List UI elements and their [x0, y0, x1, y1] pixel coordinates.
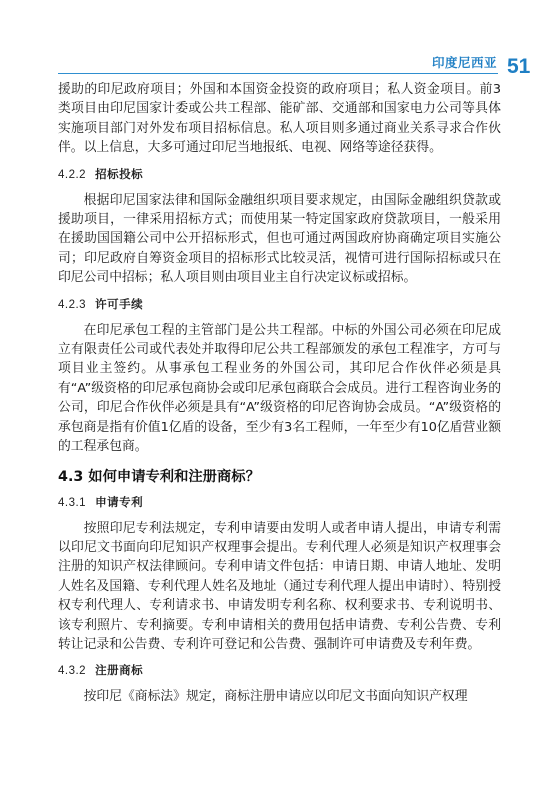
heading-number: 4.2.3: [58, 298, 87, 311]
paragraph-patent: 按照印尼专利法规定，专利申请要由发明人或者申请人提出，申请专利需以印尼文书面向印尼知识产权理事会提出。专利代理人必须是知识产权理事会注册的知识产权法律顾问。专利申请文件包括：申请日期、申请人地址、发明人姓名及国籍、专利代理人姓名及地址（通过专利代理人提出申请时）、特别授权专利代理人、专利请求书、申请发明专利名称、权利要求书、专利说明书、该专利照片、专利摘要。专利申请相关的费用包括申请费、专利公告费、专利转让记录和公告费、专利许可登记和公告费、强制许可申请费及专利年费。: [58, 520, 501, 652]
paragraph-bidding: 根据印尼国家法律和国际金融组织项目要求规定，由国际金融组织贷款或援助项目，一律采用招标方式；而使用某一特定国家政府贷款项目，一般采用在援助国国籍公司中公开招标形式，但也可通过两国政府协商确定项目实施公司；印尼政府自筹资金项目的招标形式比较灵活，视情可进行国际招标或只在印尼公司中招标；私人项目则由项目业主自行决定议标或招标。: [58, 192, 501, 286]
heading-title: 注册商标: [95, 663, 144, 678]
heading-number: 4.3.2: [58, 665, 87, 678]
heading-number: 4.2.2: [58, 168, 87, 181]
heading-4-3-2: [58, 662, 501, 680]
heading-number: 4.3.1: [58, 496, 87, 509]
page-body: [58, 80, 501, 707]
heading-4-3: 4.3 如何申请专利和注册商标？: [58, 468, 260, 485]
paragraph-permits: 在印尼承包工程的主管部门是公共工程部。中标的外国公司必须在印尼成立有限责任公司或代表处并取得印尼公共工程部颁发的承包工程准字，方可与项目业主签约。从事承包工程业务的外国公司，其印尼合作伙伴必须是具有“A”级资格的印尼承包商协会或印尼承包商联合会成员。进行工程咨询业务的公司，印尼合作伙伴必须是具有“A”级资格的印尼咨询协会成员。“A”级资格的承包商是指有价值1亿盾的设备，至少有3名工程师，一年至少有10亿盾营业额的工程承包商。: [58, 322, 501, 455]
heading-4-2-3: [58, 296, 501, 314]
heading-title: 申请专利: [95, 494, 144, 509]
heading-4-3-1: [58, 494, 501, 512]
heading-title: 招标投标: [95, 166, 144, 181]
heading-title: 许可手续: [95, 296, 144, 311]
heading-4-2-2: [58, 166, 501, 184]
paragraph-trademark: 按印尼《商标法》规定，商标注册申请应以印尼文书面向知识产权理: [83, 689, 468, 705]
paragraph-intro: 援助的印尼政府项目；外国和本国资金投资的政府项目；私人资金项目。前3类项目由印尼国家计委或公共工程部、能矿部、交通部和国家电力公司等具体实施项目部门对外发布项目招标信息。私人项目则多通过商业关系寻求合作伙伴。以上信息，大多可通过印尼当地报纸、电视、网络等途径获得。: [58, 82, 501, 156]
header-rule: [58, 73, 498, 74]
header-country: 印度尼西亚: [432, 55, 498, 70]
page-number: 51: [507, 55, 531, 78]
